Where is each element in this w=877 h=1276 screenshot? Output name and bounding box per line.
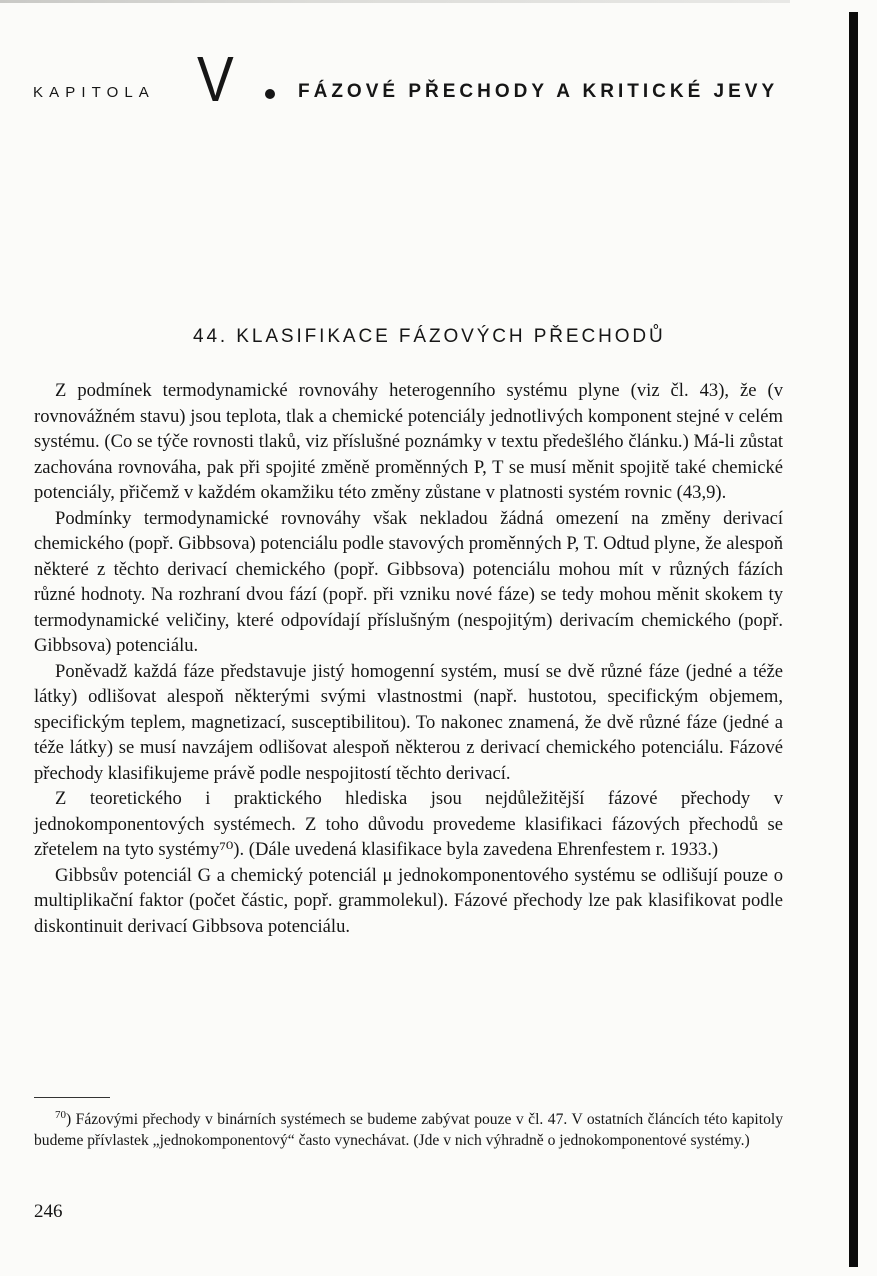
page-number: 246	[34, 1201, 63, 1222]
paragraph: Z podmínek termodynamické rovnováhy heterogenního systému plyne (viz čl. 43), že (v rovnovážném stavu) jsou teplota, tlak a chemické potenciály jednotlivých komponent stejné v celém systému. (Co se týče rovnosti tlaků, viz příslušné poznámky v textu předešlého článku.) Má-li zůstat zachována rovnováha, pak při spojité změně proměnných P, T se musí měnit spojitě také chemické potenciály, přičemž v každém okamžiku této změny zůstane v platnosti systém rovnic (43,9).	[34, 380, 783, 503]
footnote	[34, 1105, 783, 1151]
paragraph: Podmínky termodynamické rovnováhy však nekladou žádná omezení na změny derivací chemického (popř. Gibbsova) potenciálu podle stavových proměnných P, T. Odtud plyne, že alespoň některé z těchto derivací chemického (popř. Gibbsova) potenciálu mohou mít v různých fázích různé hodnoty. Na rozhraní dvou fází (popř. při vzniku nové fáze) se tedy mohou měnit skokem ty termodynamické veličiny, které odpovídají příslušným (nespojitým) derivacím chemického (popř. Gibbsova) potenciálu.	[34, 507, 783, 656]
footnote-marker: 70	[55, 1109, 66, 1121]
body-text	[34, 378, 783, 939]
chapter-title: FÁZOVÉ PŘECHODY A KRITICKÉ JEVY	[298, 81, 779, 102]
chapter-bullet	[265, 89, 275, 99]
footnote-text: ) Fázovými přechody v binárních systémech se budeme zabývat pouze v čl. 47. V ostatních článcích této kapitoly budeme přívlastek „jednokomponentový“ často vynechávat. (Jde v nich výhradně o jednokomponentové systémy.)	[34, 1111, 783, 1150]
paragraph: Z teoretického i praktického hlediska jsou nejdůležitější fázové přechody v jednokomponentových systémech. Z toho důvodu provedeme klasifikaci fázových přechodů se zřetelem na tyto systémy⁷⁰). (Dále uvedená klasifikace byla zavedena Ehrenfestem r. 1933.)	[34, 788, 783, 860]
footnote-divider	[34, 1097, 110, 1098]
chapter-number: V	[197, 43, 234, 115]
page-right-edge-bar	[849, 12, 858, 1267]
paragraph: Poněvadž každá fáze představuje jistý homogenní systém, musí se dvě různé fáze (jedné a téže látky) odlišovat alespoň některými svými vlastnostmi (např. hustotou, specifickým objemem, specifickým teplem, magnetizací, susceptibilitou). To nakonec znamená, že dvě různé fáze (jedné a téže látky) se musí navzájem odlišovat alespoň některou z derivací chemického potenciálu. Fázové přechody klasifikujeme právě podle nespojitostí těchto derivací.	[34, 660, 783, 784]
page-top-edge	[0, 0, 790, 3]
section-title: 44. KLASIFIKACE FÁZOVÝCH PŘECHODŮ	[193, 326, 666, 347]
chapter-header	[33, 44, 793, 114]
chapter-label: KAPITOLA	[33, 84, 155, 101]
paragraph: Gibbsův potenciál G a chemický potenciál μ jednokomponentového systému se odlišují pouze o multiplikační faktor (počet částic, popř. grammolekul). Fázové přechody lze pak klasifikovat podle diskontinuit derivací Gibbsova potenciálu.	[34, 864, 783, 937]
